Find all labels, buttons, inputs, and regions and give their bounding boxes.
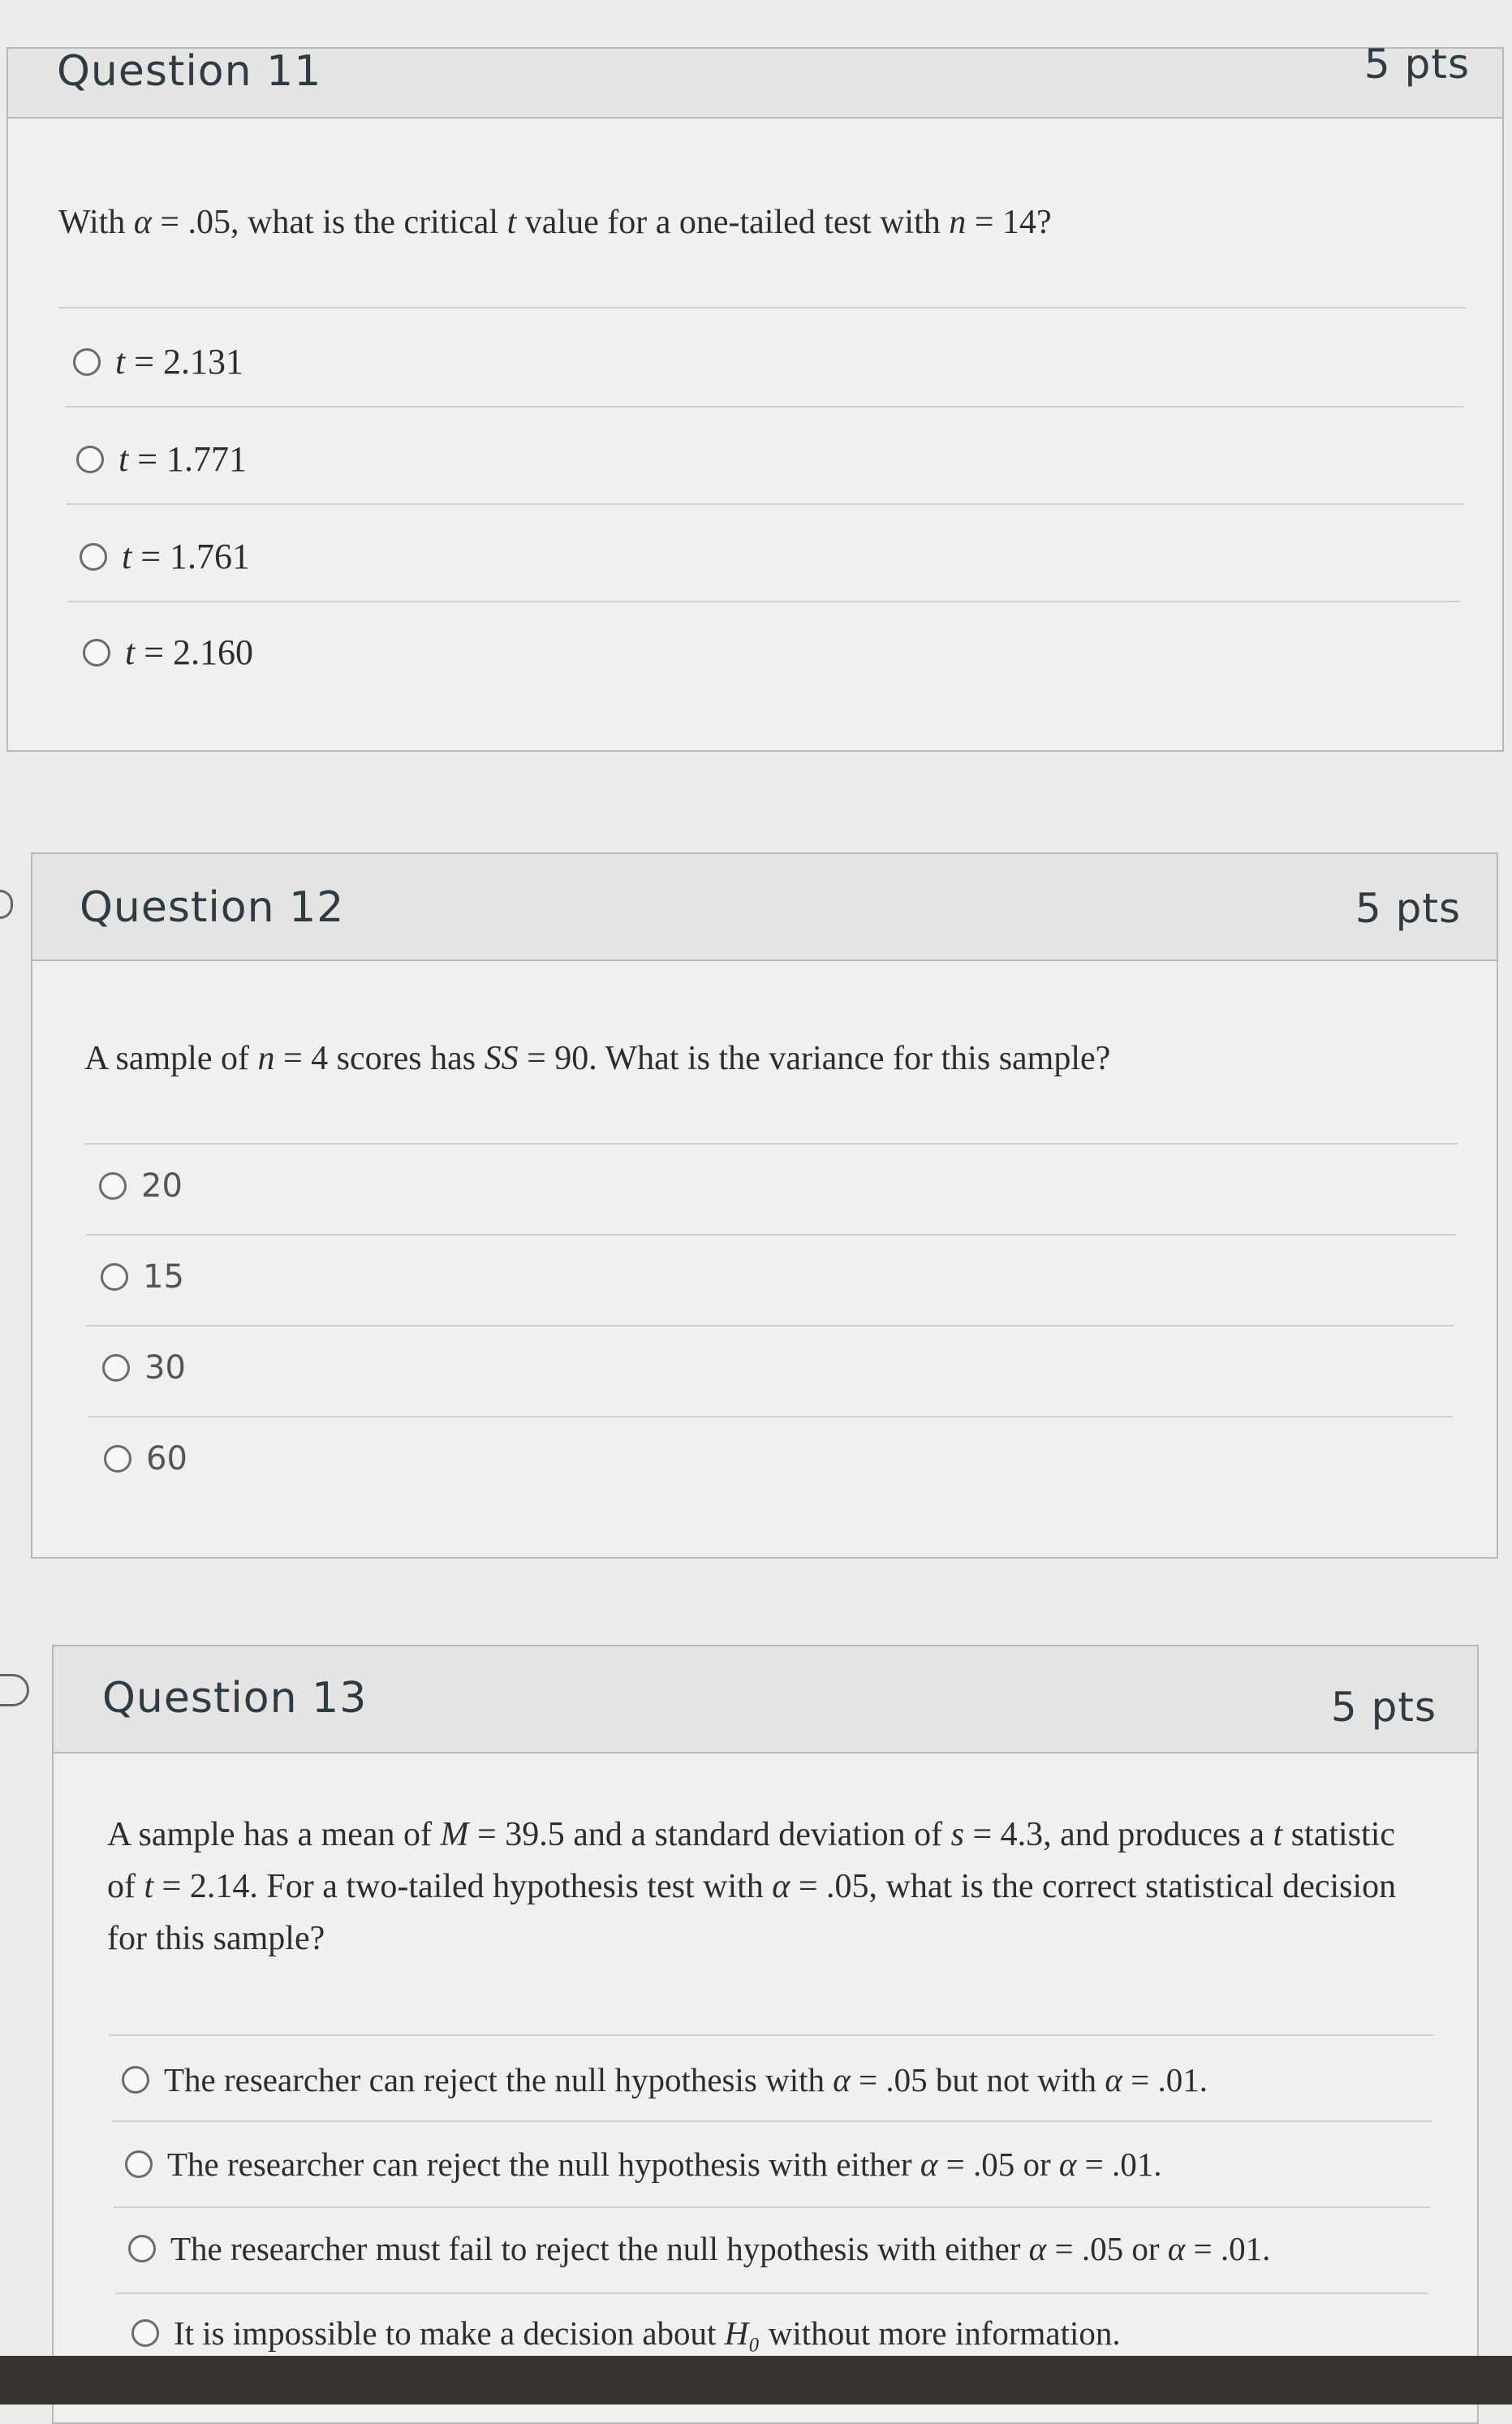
question-13-title: Question 13 (102, 1674, 368, 1723)
question-12-prompt: A sample of n = 4 scores has SS = 90. What is the variance for this sample? (84, 1040, 1111, 1077)
answer-label: t = 2.160 (125, 632, 254, 672)
answer-option-4[interactable] (83, 632, 253, 673)
radio-button[interactable] (80, 543, 107, 571)
radio-button[interactable] (101, 1263, 128, 1291)
answer-label: 15 (143, 1258, 184, 1296)
radio-button[interactable] (73, 348, 101, 376)
radio-button[interactable] (128, 2235, 156, 2262)
answer-option-1[interactable] (73, 341, 243, 382)
divider (58, 307, 1466, 308)
radio-button[interactable] (131, 2319, 159, 2347)
question-11-title: Question 11 (57, 47, 322, 96)
answer-label: t = 1.771 (118, 439, 248, 479)
divider (86, 1325, 1454, 1326)
divider (65, 406, 1463, 408)
chevron-right-icon (0, 1674, 29, 1706)
answer-option-2[interactable] (125, 2145, 1162, 2184)
answer-label: t = 2.131 (115, 342, 244, 382)
question-11-header (8, 41, 1502, 119)
answer-option-2[interactable] (101, 1258, 184, 1296)
answer-option-3[interactable] (102, 1349, 186, 1387)
question-13-points: 5 pts (1330, 1684, 1437, 1731)
question-11-points: 5 pts (1363, 41, 1470, 88)
answer-label: 20 (141, 1167, 183, 1205)
answer-label: The researcher can reject the null hypothesis with α = .05 but not with α = .01. (164, 2061, 1208, 2098)
divider (67, 503, 1463, 505)
divider (112, 2120, 1432, 2122)
radio-button[interactable] (76, 446, 104, 473)
radio-button[interactable] (99, 1172, 127, 1200)
answer-option-2[interactable] (76, 438, 247, 480)
answer-option-3[interactable] (80, 536, 250, 577)
question-12-card (31, 852, 1498, 1559)
divider (115, 2292, 1428, 2294)
radio-button[interactable] (83, 639, 110, 666)
divider (68, 601, 1460, 602)
question-13-header (54, 1646, 1477, 1753)
divider (114, 2206, 1430, 2208)
divider (86, 1234, 1456, 1236)
chevron-right-icon (0, 890, 13, 919)
radio-button[interactable] (104, 1445, 131, 1473)
radio-button[interactable] (122, 2066, 149, 2094)
divider (109, 2034, 1433, 2036)
answer-label: It is impossible to make a decision about H₀ without more information. (174, 2314, 1121, 2352)
answer-label: 30 (144, 1349, 186, 1387)
radio-button[interactable] (125, 2150, 153, 2178)
answer-label: The researcher must fail to reject the null hypothesis with either α = .05 or α = .01. (170, 2230, 1271, 2267)
answer-label: t = 1.761 (122, 537, 251, 576)
answer-option-1[interactable] (99, 1167, 183, 1205)
question-11-card (6, 41, 1504, 752)
question-12-title: Question 12 (80, 883, 345, 932)
question-13-prompt: A sample has a mean of M = 39.5 and a standard deviation of s = 4.3, and produces a t statistic of t = 2.14. For a two-tailed hypothesis test with α = .05, what is the correct statistical decision for this sample? (107, 1816, 1397, 1957)
question-13-card (52, 1645, 1479, 2424)
divider (88, 1416, 1453, 1417)
answer-label: The researcher can reject the null hypothesis with either α = .05 or α = .01. (167, 2146, 1162, 2183)
answer-option-1[interactable] (122, 2060, 1208, 2099)
radio-button[interactable] (102, 1354, 130, 1382)
question-12-header (32, 854, 1497, 961)
question-12-points: 5 pts (1355, 885, 1461, 932)
answer-option-4[interactable] (104, 1440, 187, 1477)
answer-option-3[interactable] (128, 2229, 1270, 2268)
answer-label: 60 (146, 1440, 187, 1477)
screen-bezel (0, 2356, 1512, 2405)
divider (84, 1143, 1458, 1145)
answer-option-4[interactable] (131, 2314, 1121, 2353)
question-11-prompt: With α = .05, what is the critical t value for a one-tailed test with n = 14? (58, 204, 1052, 241)
